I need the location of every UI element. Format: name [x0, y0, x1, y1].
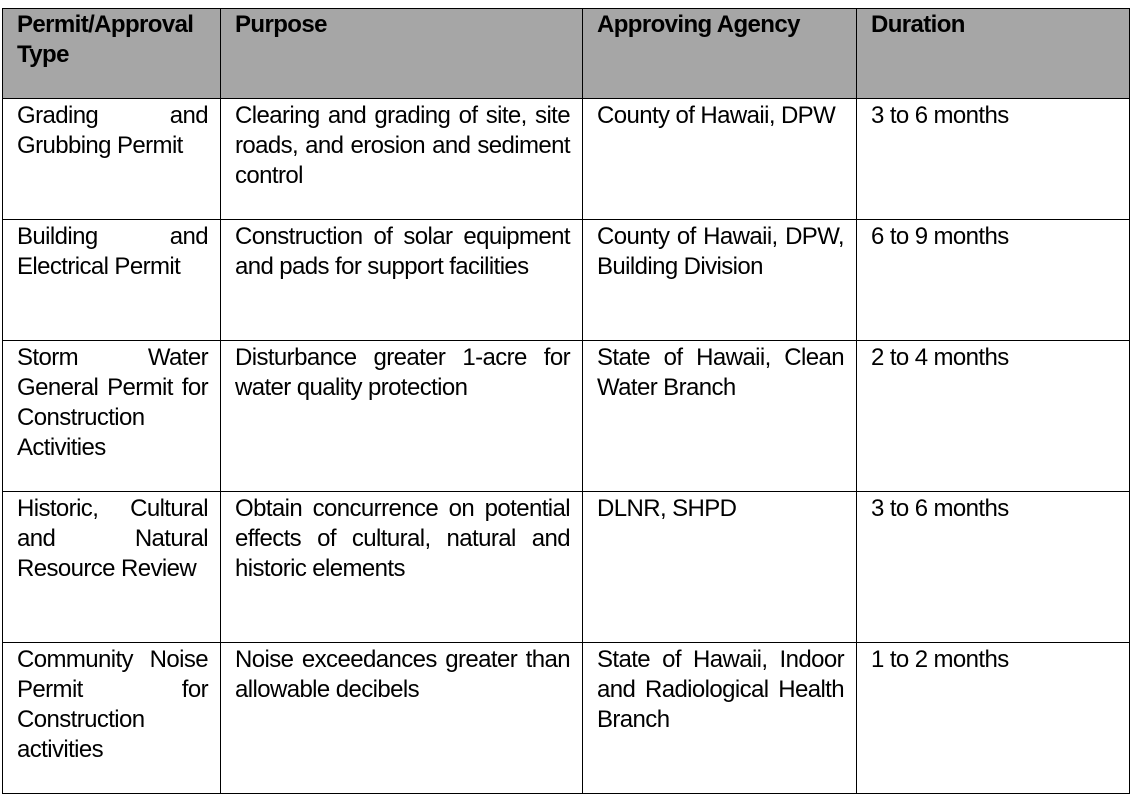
approving-agency-cell: DLNR, SHPD: [583, 492, 857, 643]
table-row: [3, 643, 1130, 794]
table-body: [3, 99, 1130, 794]
approving-agency-cell: State of Hawaii, Clean Water Branch: [583, 341, 857, 492]
permit-type-cell: Grading and Grubbing Permit: [3, 99, 221, 220]
permit-type-cell: Building and Electrical Permit: [3, 220, 221, 341]
approving-agency-cell: County of Hawaii, DPW: [583, 99, 857, 220]
permit-type-cell: Storm Water General Permit for Construction Activities: [3, 341, 221, 492]
permits-table: [2, 8, 1130, 794]
table-row: [3, 220, 1130, 341]
duration-cell: 1 to 2 months: [857, 643, 1130, 794]
column-header-duration: Duration: [857, 9, 1130, 99]
purpose-cell: Disturbance greater 1-acre for water quality protection: [221, 341, 583, 492]
permit-type-cell: Historic, Cultural and Natural Resource Review: [3, 492, 221, 643]
table-row: [3, 492, 1130, 643]
column-header-purpose: Purpose: [221, 9, 583, 99]
duration-cell: 6 to 9 months: [857, 220, 1130, 341]
table-row: [3, 99, 1130, 220]
duration-cell: 3 to 6 months: [857, 99, 1130, 220]
approving-agency-cell: County of Hawaii, DPW, Building Division: [583, 220, 857, 341]
column-header-approving-agency: Approving Agency: [583, 9, 857, 99]
table-header: [3, 9, 1130, 99]
duration-cell: 2 to 4 months: [857, 341, 1130, 492]
header-row: [3, 9, 1130, 99]
purpose-cell: Noise exceedances greater than allowable decibels: [221, 643, 583, 794]
purpose-cell: Construction of solar equipment and pads for support facilities: [221, 220, 583, 341]
table-row: [3, 341, 1130, 492]
permit-type-cell: Community Noise Permit for Construction activities: [3, 643, 221, 794]
purpose-cell: Obtain concurrence on potential effects of cultural, natural and historic elements: [221, 492, 583, 643]
duration-cell: 3 to 6 months: [857, 492, 1130, 643]
column-header-permit-type: Permit/Approval Type: [3, 9, 221, 99]
approving-agency-cell: State of Hawaii, Indoor and Radiological Health Branch: [583, 643, 857, 794]
purpose-cell: Clearing and grading of site, site roads, and erosion and sediment control: [221, 99, 583, 220]
